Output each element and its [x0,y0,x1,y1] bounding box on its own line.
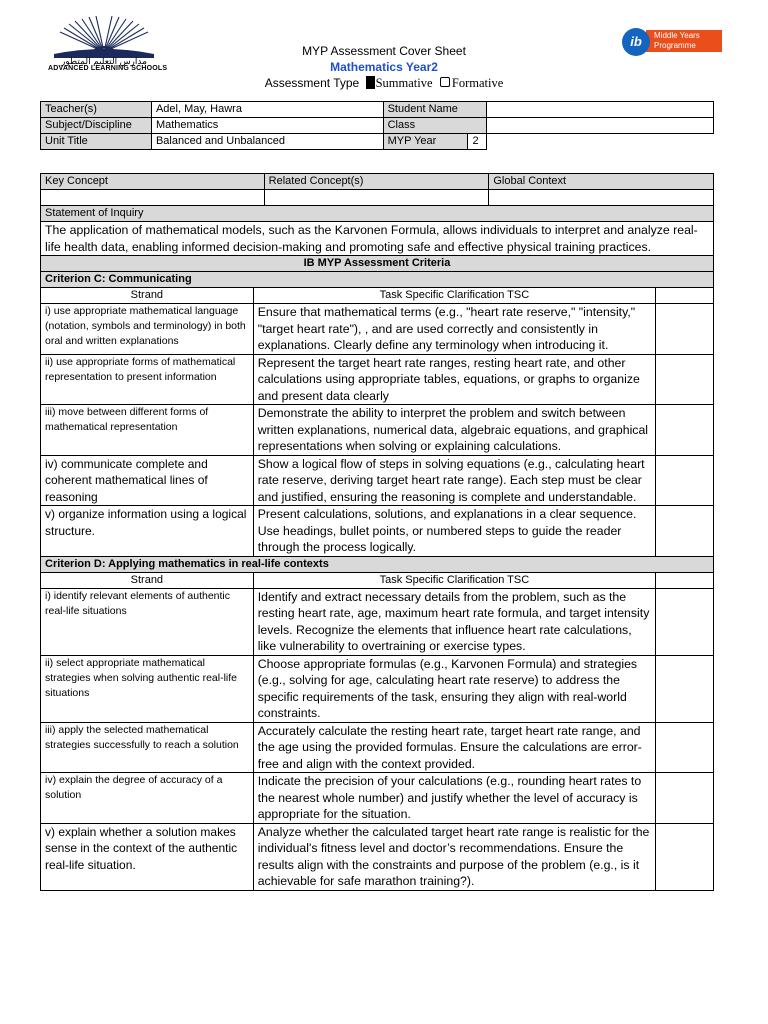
tsc-header: Task Specific Clarification TSC [253,572,655,588]
strand-cell: v) explain whether a solution makes sense in the context of the authentic real-life situation. [41,823,254,890]
tsc-cell: Accurately calculate the resting heart rate, target heart rate range, and the age using the provided formulas. Ensure the calculations are error-free and align with the context provided. [253,722,655,773]
teacher-value[interactable]: Adel, May, Hawra [151,102,383,118]
mark-cell[interactable] [656,354,714,405]
summative-checkbox-checked-icon[interactable] [366,76,375,89]
info-table [40,101,714,150]
blank-header-cell [656,572,714,588]
page-subtitle: Mathematics Year2 [330,60,438,74]
global-context-field[interactable] [489,190,714,206]
mark-cell[interactable] [656,455,714,506]
table-row [41,405,714,456]
criterion-c-title: Criterion C: Communicating [41,272,714,288]
myp-year-label: MYP Year [383,134,468,150]
unit-title-label: Unit Title [41,134,152,150]
table-row [41,304,714,355]
tsc-cell: Choose appropriate formulas (e.g., Karvonen Formula) and strategies (e.g., solving for age, calculating heart rate reserve) to address the specific requirements of the task, ensuring they align with real-world constraints. [253,655,655,722]
tsc-cell: Analyze whether the calculated target heart rate range is realistic for the individual's fitness level and doctor’s recommendations. Ensure the results align with the constraints and purpose of the problem (e.g., is it achievable for safe marathon training?). [253,823,655,890]
table-row [41,773,714,824]
criteria-table [40,173,714,891]
class-field[interactable] [487,118,714,134]
tsc-cell: Present calculations, solutions, and explanations in a clear sequence. Use headings, bullet points, or numbered steps to guide the reader through the process logically. [253,506,655,557]
subject-value[interactable]: Mathematics [151,118,383,134]
student-name-label: Student Name [383,102,487,118]
formative-label: Formative [451,76,504,90]
myp-banner-line1: Middle Years [654,31,700,40]
criteria-heading: IB MYP Assessment Criteria [41,256,714,272]
mark-cell[interactable] [656,304,714,355]
summative-label: Summative [375,76,433,90]
school-name-arabic: مدارس التعليم المتطور [61,56,147,66]
table-row [41,506,714,557]
table-row [41,655,714,722]
mark-cell[interactable] [656,722,714,773]
mark-cell[interactable] [656,823,714,890]
mark-cell[interactable] [656,506,714,557]
global-context-label: Global Context [489,174,714,190]
inquiry-label: Statement of Inquiry [41,206,714,222]
tsc-header: Task Specific Clarification TSC [253,288,655,304]
tsc-cell: Indicate the precision of your calculations (e.g., rounding heart rates to the nearest whole number) and justify whether the level of accuracy is appropriate for the situation. [253,773,655,824]
strand-header: Strand [41,288,254,304]
mark-cell[interactable] [656,773,714,824]
mark-cell[interactable] [656,588,714,655]
mark-cell[interactable] [656,655,714,722]
page-title: MYP Assessment Cover Sheet [302,44,466,58]
myp-banner-line2: Programme [654,41,696,50]
strand-cell: iii) move between different forms of mathematical representation [41,405,254,456]
assessment-type-line [0,76,768,91]
tsc-cell: Demonstrate the ability to interpret the problem and switch between written explanations, numerical data, algebraic equations, and graphical representations when solving or explaining calculations. [253,405,655,456]
strand-cell: iii) apply the selected mathematical strategies successfully to reach a solution [41,722,254,773]
tsc-cell: Represent the target heart rate ranges, resting heart rate, and other calculations using appropriate tables, equations, or graphs to organize and present data clearly [253,354,655,405]
empty-cell [487,134,714,150]
strand-cell: iv) communicate complete and coherent mathematical lines of reasoning [41,455,254,506]
myp-year-value[interactable]: 2 [468,134,487,150]
strand-cell: i) use appropriate mathematical language (notation, symbols and terminology) in both oral and written explanations [41,304,254,355]
strand-cell: v) organize information using a logical structure. [41,506,254,557]
strand-header: Strand [41,572,254,588]
key-concept-field[interactable] [41,190,265,206]
blank-header-cell [656,288,714,304]
criterion-d-title: Criterion D: Applying mathematics in real-life contexts [41,556,714,572]
teacher-label: Teacher(s) [41,102,152,118]
strand-cell: iv) explain the degree of accuracy of a solution [41,773,254,824]
related-concepts-label: Related Concept(s) [264,174,489,190]
ib-circle-icon: ib [622,28,650,56]
mark-cell[interactable] [656,405,714,456]
tsc-cell: Ensure that mathematical terms (e.g., "heart rate reserve," "intensity," "target heart rate"), , and are used correctly and consistently in explanations. Clearly define any terminology when introducing it. [253,304,655,355]
tsc-cell: Show a logical flow of steps in solving equations (e.g., calculating heart rate reserve, deriving target heart rate range). Each step must be clear and justified, ensuring the reasoning is complete and understandable. [253,455,655,506]
formative-checkbox-icon[interactable] [440,77,450,87]
inquiry-text: The application of mathematical models, such as the Karvonen Formula, allows individuals to interpret and analyze real-life health data, enabling informed decision-making and promoting safe and effective physical training practices. [41,222,714,256]
strand-cell: ii) use appropriate forms of mathematical representation to present information [41,354,254,405]
key-concept-label: Key Concept [41,174,265,190]
student-name-field[interactable] [487,102,714,118]
class-label: Class [383,118,487,134]
subject-label: Subject/Discipline [41,118,152,134]
school-name-english: ADVANCED LEARNING SCHOOLS [48,65,168,72]
table-row [41,722,714,773]
related-concepts-field[interactable] [264,190,489,206]
strand-cell: i) identify relevant elements of authentic real-life situations [41,588,254,655]
table-row [41,455,714,506]
strand-cell: ii) select appropriate mathematical strategies when solving authentic real-life situations [41,655,254,722]
assessment-type-label: Assessment Type [264,76,360,90]
unit-title-value[interactable]: Balanced and Unbalanced [151,134,383,150]
document-header [0,0,768,100]
table-row [41,823,714,890]
tsc-cell: Identify and extract necessary details from the problem, such as the resting heart rate, age, maximum heart rate formula, and target intensity levels. Recognize the elements that influence heart rate calculations, like vulnerability to overtraining or exercise types. [253,588,655,655]
table-row [41,588,714,655]
table-row [41,354,714,405]
